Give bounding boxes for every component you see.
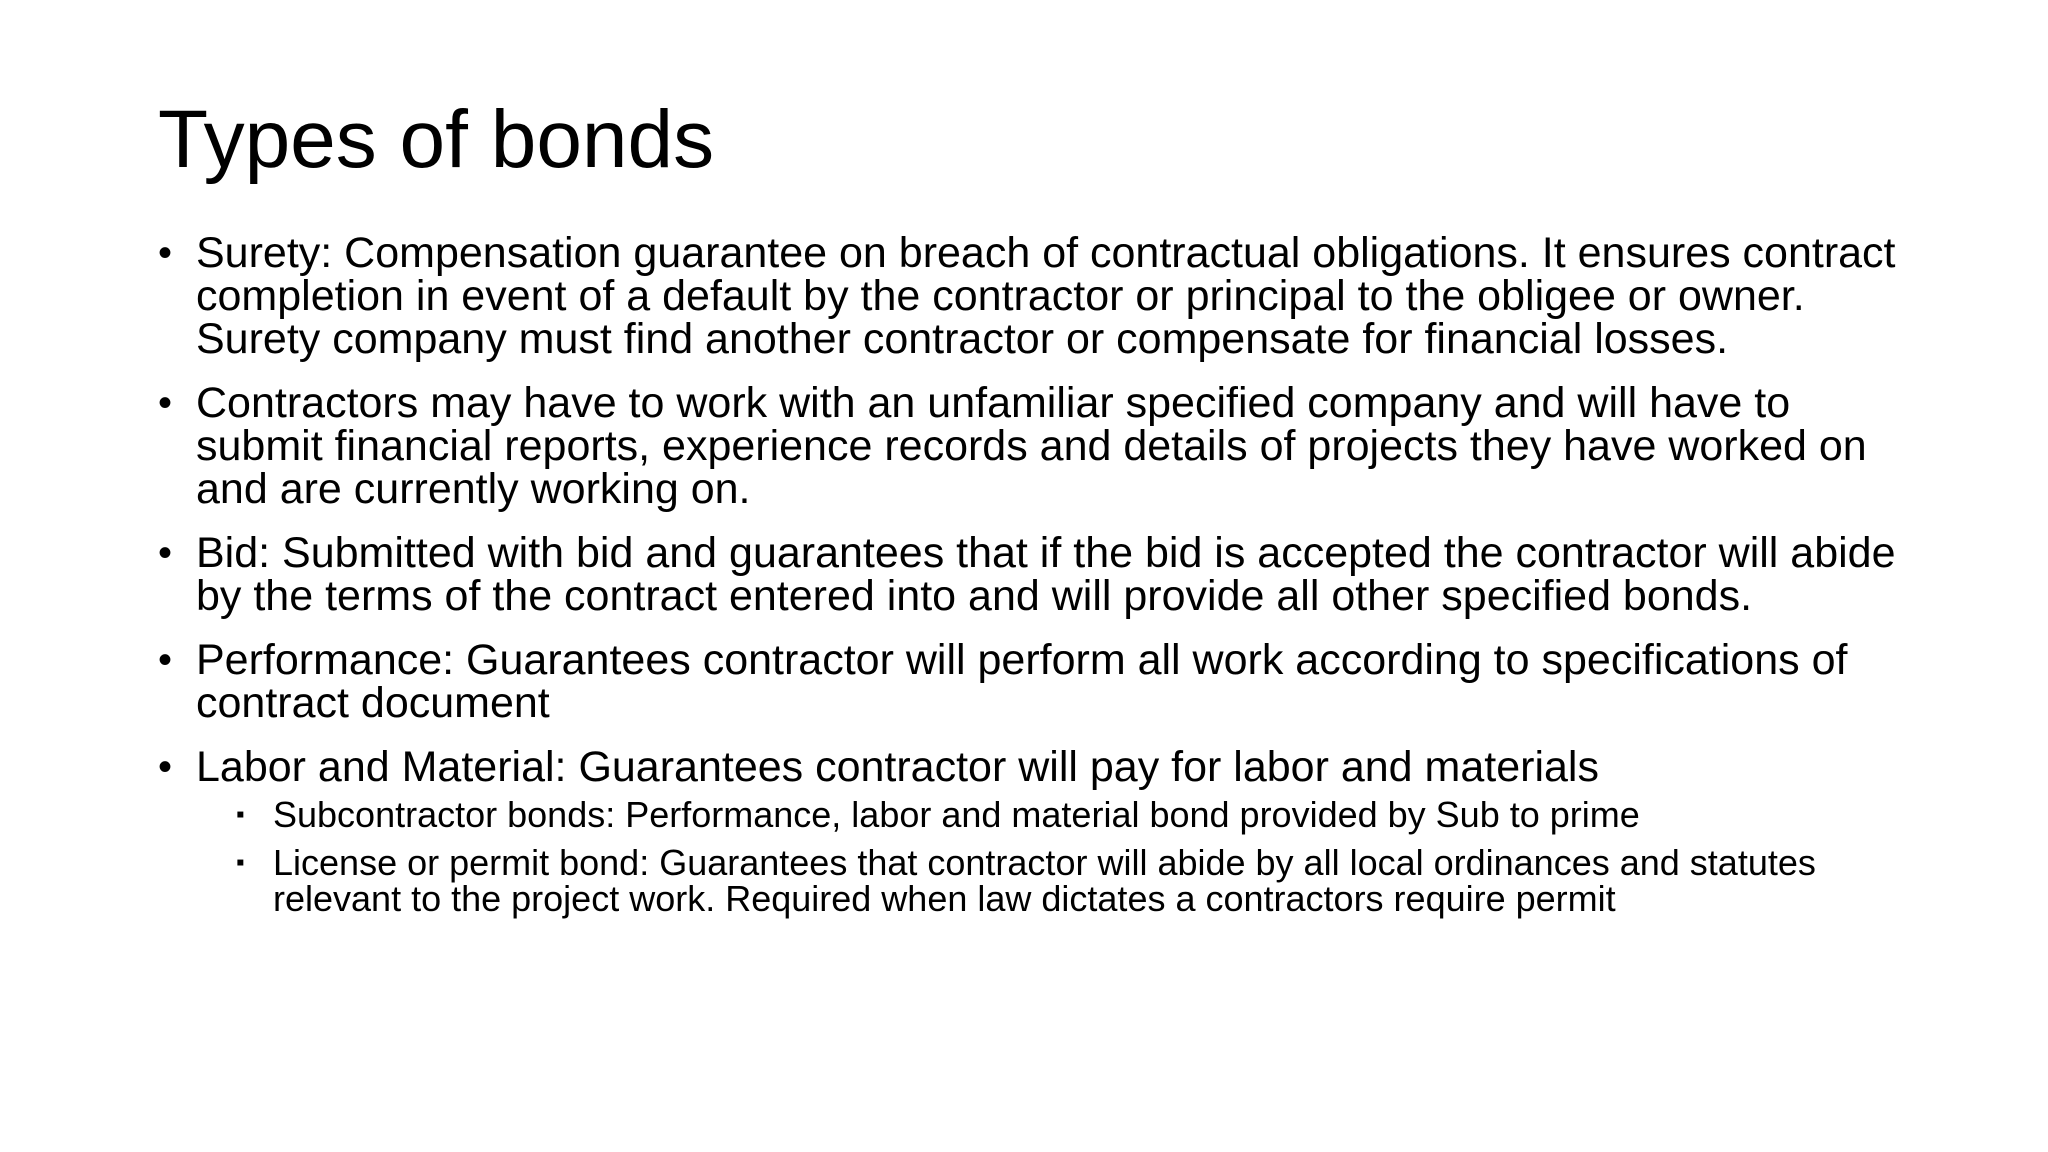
square-bullet-icon: ▪ (236, 801, 245, 828)
bullet-icon: • (158, 745, 173, 789)
sub-bullet-list (196, 794, 1928, 919)
bullet-text: Labor and Material: Guarantees contractor will pay for labor and materials (196, 743, 1599, 791)
bullet-icon: • (158, 381, 173, 425)
bullet-item-performance (158, 636, 1928, 727)
bullet-icon: • (158, 638, 173, 682)
bullet-item-surety (158, 229, 1928, 363)
sub-bullet-text: Subcontractor bonds: Performance, labor and material bond provided by Sub to prime (273, 794, 1640, 835)
bullet-text: Bid: Submitted with bid and guarantees that if the bid is accepted the contractor will abide by the terms of the contract entered into and will provide all other specified bonds. (196, 529, 1896, 620)
bullet-item-bid (158, 529, 1928, 620)
bullet-list (158, 229, 1928, 919)
sub-bullet-item-license (236, 842, 1928, 919)
bullet-icon: • (158, 231, 173, 275)
bullet-text: Contractors may have to work with an unfamiliar specified company and will have to submit financial reports, experience records and details of projects they have worked on and are currently working on. (196, 379, 1867, 513)
bullet-item-labor-material (158, 743, 1928, 919)
sub-bullet-item-subcontractor (236, 794, 1928, 835)
bullet-icon: • (158, 531, 173, 575)
bullet-text: Surety: Compensation guarantee on breach of contractual obligations. It ensures contract completion in event of a default by the contractor or principal to the obligee or owner. Surety company must find another contractor or compensate for financial losses. (196, 229, 1896, 363)
bullet-text: Performance: Guarantees contractor will perform all work according to specifications of contract document (196, 636, 1848, 727)
sub-bullet-text: License or permit bond: Guarantees that contractor will abide by all local ordinances and statutes relevant to the project work. Required when law dictates a contractors require permit (273, 842, 1816, 919)
slide-content (158, 229, 1928, 938)
bullet-item-contractors (158, 379, 1928, 513)
slide-title: Types of bonds (158, 94, 715, 185)
square-bullet-icon: ▪ (236, 849, 245, 876)
